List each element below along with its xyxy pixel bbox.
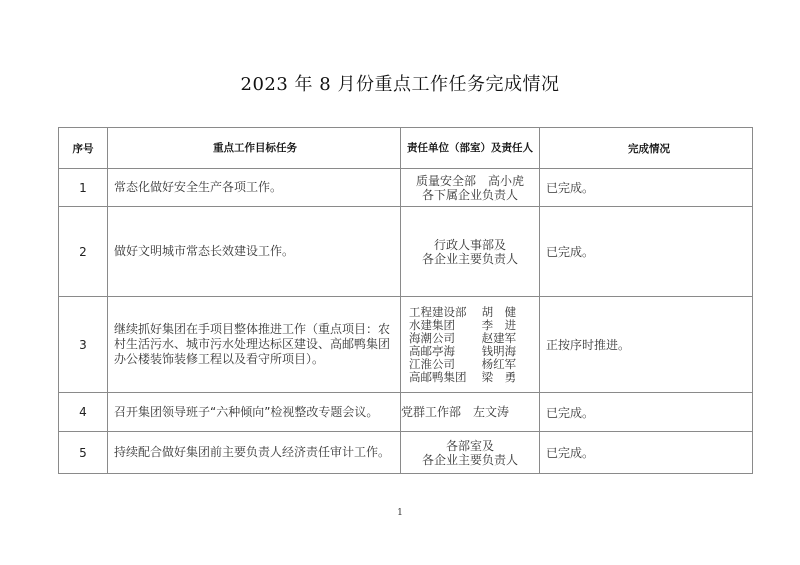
owner-line: 各企业主要负责人	[421, 452, 518, 467]
header-no: 序号	[59, 128, 108, 169]
table-row	[59, 393, 753, 432]
row-no: 1	[59, 169, 108, 207]
row-owner	[401, 169, 540, 207]
document-title: 2023 年 8 月份重点工作任务完成情况	[240, 74, 560, 95]
row-no: 3	[59, 297, 108, 393]
header-owner: 责任单位（部室）及责任人	[401, 128, 540, 169]
row-task: 召开集团领导班子“六种倾向”检视整改专题会议。	[108, 393, 401, 432]
header-task: 重点工作目标任务	[108, 128, 401, 169]
row-status: 已完成。	[540, 169, 753, 207]
header-status: 完成情况	[540, 128, 753, 169]
table-header-row	[59, 128, 753, 169]
row-task: 常态化做好安全生产各项工作。	[108, 169, 401, 207]
row-no: 4	[59, 393, 108, 432]
task-table	[58, 127, 753, 474]
owner-line: 水建集团 李 进	[409, 317, 517, 332]
row-task: 继续抓好集团在手项目整体推进工作（重点项目：农村生活污水、城市污水处理达标区建设、高邮鸭集团办公楼装饰装修工程以及看守所项目）。	[108, 297, 401, 393]
table-row	[59, 169, 753, 207]
owner-line: 各部室及	[445, 438, 494, 453]
table-row	[59, 297, 753, 393]
row-status: 已完成。	[540, 393, 753, 432]
owner-line: 高邮鸭集团 梁 勇	[409, 369, 517, 384]
owner-line: 江淮公司 杨红军	[409, 356, 517, 371]
row-status: 已完成。	[540, 432, 753, 474]
row-owner	[401, 207, 540, 297]
row-owner	[401, 297, 540, 393]
owner-line: 高邮亭海 钱明海	[409, 343, 517, 358]
owner-line: 各企业主要负责人	[421, 251, 518, 266]
row-task: 持续配合做好集团前主要负责人经济责任审计工作。	[108, 432, 401, 474]
table-row	[59, 207, 753, 297]
page-number: 1	[397, 508, 403, 518]
owner-line: 各下属企业负责人	[421, 187, 518, 202]
owner-list	[401, 306, 539, 384]
row-no: 5	[59, 432, 108, 474]
owner-line: 行政人事部及	[433, 237, 506, 252]
owner-line: 党群工作部 左文涛	[401, 405, 510, 419]
row-status: 正按序时推进。	[540, 297, 753, 393]
owner-line: 海潮公司 赵建军	[409, 330, 517, 345]
owner-line: 工程建设部 胡 健	[409, 304, 517, 319]
row-owner	[401, 432, 540, 474]
row-no: 2	[59, 207, 108, 297]
row-status: 已完成。	[540, 207, 753, 297]
table-row	[59, 432, 753, 474]
row-owner	[401, 393, 540, 432]
owner-line: 质量安全部 高小虎	[415, 173, 524, 188]
row-task: 做好文明城市常态长效建设工作。	[108, 207, 401, 297]
